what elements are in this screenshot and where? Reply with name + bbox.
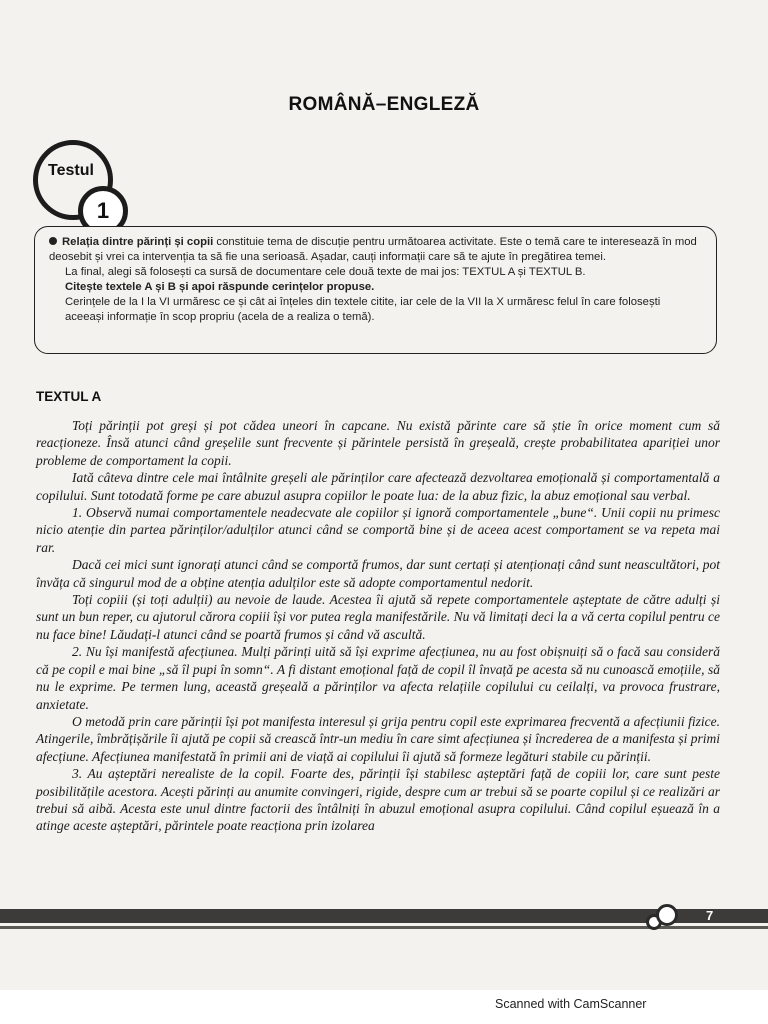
page-title: ROMÂNĂ–ENGLEZĂ	[288, 94, 480, 115]
paragraph: Toți copiii (și toți adulții) au nevoie de laude. Acestea îi ajută să repete comportamentele așteptate de către adulți și sunt un bun reper, cu ajutorul cărora copiii își vor putea regla manifestările. Nu vă limitați deci la a vă certa copilul pentru ce nu face bine! Lăudați-l atunci când se poartă frumos și când vă ascultă.	[36, 592, 720, 642]
task-requirements: Cerințele de la I la VI urmăresc ce și cât ai înțeles din textele citite, iar cele de la VII la X urmăresc felul în care folosești aceeași informație în scop propriu (acela de a realiza o temă).	[65, 296, 661, 323]
task-intro	[49, 235, 702, 265]
task-topic: Relația dintre părinți și copii	[62, 236, 214, 248]
paragraph: 3. Au așteptări nerealiste de la copil. Foarte des, părinții își stabilesc așteptări față de copiii lor, care sunt peste posibilitățile acestora. Acești părinți au anumite convingeri, rigide, despre cum ar trebui să se poarte copilul și ce realizări ar trebui să aibă. Acesta este unul dintre factorii des întâlniți în abuzul emoțional asupra copilului. Când copilul eșuează în a atinge aceste așteptări, părintele poate reacționa prin izolarea	[36, 766, 720, 834]
task-instruction: Citește textele A și B și apoi răspunde cerințelor propuse.	[65, 281, 375, 293]
page-number: 7	[706, 908, 714, 923]
test-number: 1	[96, 198, 110, 223]
test-badge-label: Testul	[48, 162, 94, 179]
task-sources: La final, alegi să folosești ca sursă de documentare cele două texte de mai jos: TEXTUL A și TEXTUL B.	[65, 266, 586, 278]
paragraph: Iată câteva dintre cele mai întâlnite greșeli ale părinților care afectează dezvoltarea emoțională și comportamentală a copilului. Sunt totodată forme pe care abuzul asupra copiilor le poate lua: de la abuz fizic, la abuz emoțional sau verbal.	[36, 470, 720, 503]
paragraph: 2. Nu își manifestă afecțiunea. Mulți părinți uită să își exprime afecțiunea, nu au fost obișnuiți să o facă sau consideră că pe copil e mai bine „să îl pupi în somn“. A fi distant emoțional față de copil îl învață pe acesta să nu cunoască emoțiile, să nu le exprime. Pe termen lung, această greșeală a părinților va afecta relațiile copilului cu ceilalți, va provoca frustrare, anxietate.	[36, 644, 720, 712]
text-a-body	[36, 417, 720, 835]
paragraph: 1. Observă numai comportamentele neadecvate ale copiilor și ignoră comportamentele „bune“. Unii copii nu primesc nicio atenție din partea părinților/adulților atunci când se comportă bine și de aceea acest comportament se va repeta mai rar.	[36, 505, 720, 555]
bullet-icon	[49, 237, 57, 245]
paragraph: Toți părinții pot greși și pot cădea uneori în capcane. Nu există părinte care să știe în orice moment cum să reacționeze. Însă atunci când greșelile sunt frecvente și părintele persistă în greșeală, crește probabilitatea apariției unor probleme de comportament la copii.	[36, 418, 720, 468]
section-heading: TEXTUL A	[36, 389, 102, 404]
task-instructions-box	[34, 226, 717, 354]
task-intro-text: constituie tema de discuție pentru următoarea activitate. Este o temă care te interesează în mod deosebit și vrei ca intervenția ta să fie una serioasă. Așadar, cauți informații care să te ajute în pregătirea temei.	[49, 236, 697, 263]
paragraph: Dacă cei mici sunt ignorați atunci când se comportă frumos, dar sunt certați și atenționați când sunt neascultători, pot învăța că singurul mod de a obține atenția adulților este să adopte comportamentul nedorit.	[36, 557, 720, 590]
paragraph: O metodă prin care părinții își pot manifesta interesul și grija pentru copil este exprimarea frecventă a afecțiunii fizice. Atingerile, îmbrățișările îi ajută pe copii să crească într-un mediu în care simt afecțiunea și încrederea de a manifesta și primi afecțiune. Afecțiunea manifestată în primii ani de viață ai copilului îi ajută să formeze legături stabile cu părinții.	[36, 713, 720, 764]
scanner-watermark: Scanned with CamScanner	[495, 997, 647, 1011]
